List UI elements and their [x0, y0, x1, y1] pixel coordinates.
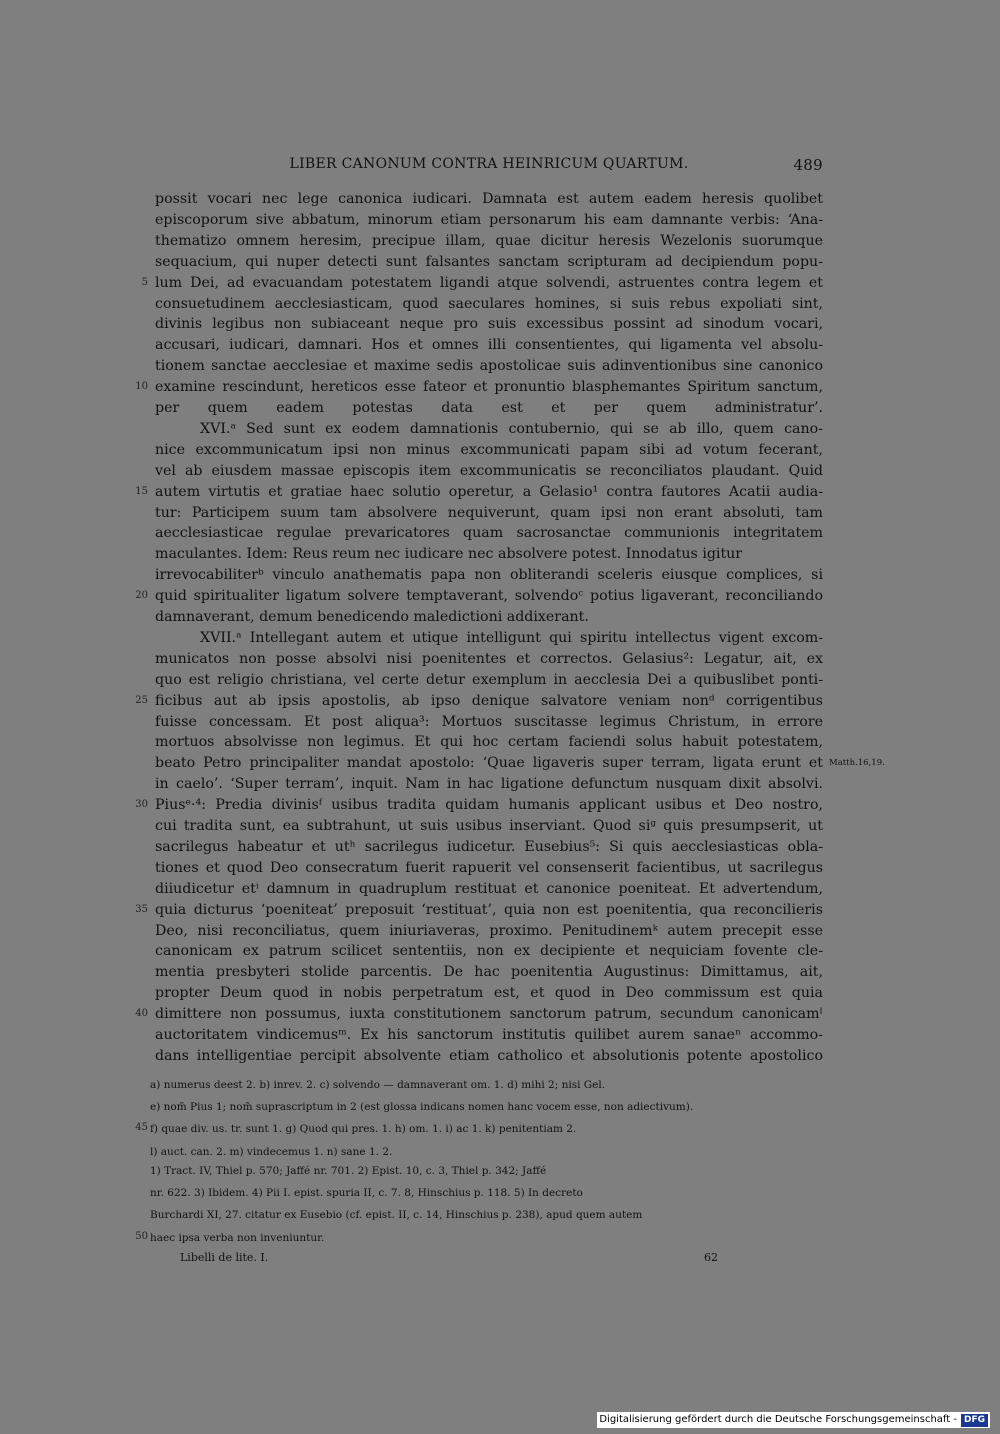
text-line: accusari, iudicari, damnari. Hos et omnes illi consentientes, qui ligamenta vel absolu-: [155, 337, 823, 354]
text-line: mentia presbyteri stolide parcentis. De hac poenitentia Augustinus: Dimittamus, ait,: [155, 964, 823, 981]
text-line: quia dicturus ‘poeniteat’ preposuit ‘restituat’, quia non est poenitentia, qua reconcilieris: [155, 901, 823, 918]
line-number: 10: [135, 381, 148, 393]
line-number: 45: [135, 1122, 148, 1134]
note-line: haec ipsa verba non inveniuntur.: [150, 1231, 325, 1244]
note-line: l) auct. can. 2. m) vindecemus 1. n) sane 1. 2.: [150, 1145, 393, 1158]
note-line: f) quae div. us. tr. sunt 1. g) Quod qui pres. 1. h) om. 1. i) ac 1. k) penitentiam 2.: [150, 1123, 577, 1136]
text-line: possit vocari nec lege canonica iudicari. Damnata est autem eadem heresis quolibet: [155, 191, 823, 207]
text-line: fuisse concessam. Et post aliqua³: Mortuos suscitasse legimus Christum, in errore: [155, 713, 823, 730]
text-line: sequacium, qui nuper detecti sunt falsantes sanctam scripturam ad decipiendum popu-: [155, 253, 823, 270]
note-line: a) numerus deest 2. b) inrev. 2. c) solvendo — damnaverant om. 1. d) mihi 2; nisi Gel.: [150, 1079, 606, 1091]
line-number: 15: [135, 485, 148, 497]
line-number: 35: [135, 903, 148, 915]
note-line: 1) Tract. IV, Thiel p. 570; Jaffé nr. 701. 2) Epist. 10, c. 3, Thiel p. 342; Jaffé: [150, 1165, 547, 1177]
text-line: aecclesiasticae regulae prevaricatores quam sacrosanctae communionis integritatem: [155, 525, 823, 542]
text-line: canonicam ex patrum scilicet sententiis, non ex decipiente et nequiciam fovente cle-: [155, 943, 823, 960]
text-line: divinis legibus non subiaceant neque pro suis excessibus possint ad sinodum vocari,: [155, 316, 823, 333]
text-line: thematizo omnem heresim, precipue illam, quae dicitur heresis Wezelonis suorumque: [155, 232, 823, 249]
line-number: 30: [135, 799, 148, 811]
text-line: tionem sanctae aecclesiae et maxime sedis apostolicae suis adinventionibus sine canonico: [155, 358, 823, 375]
text-line: consuetudinem aecclesiasticam, quod saeculares homines, si suis rebus expoliati sint,: [155, 295, 823, 312]
text-line: propter Deum quod in nobis perpetratum est, et quod in Deo commissum est quia: [155, 985, 823, 1002]
text-line: municatos non posse absolvi nisi poenitentes et correctos. Gelasius²: Legatur, ait, ex: [155, 650, 823, 667]
credit-text: Digitalisierung gefördert durch die Deutsche Forschungsgemeinschaft -: [599, 1414, 957, 1425]
text-line: ficibus aut ab ipsis apostolis, ab ipso denique salvatore veniam nonᵈ corrigentibus: [155, 692, 823, 709]
text-line: dimittere non possumus, iuxta constitutionem sanctorum patrum, secundum canonicamˡ: [155, 1006, 823, 1023]
text-line: auctoritatem vindicemusᵐ. Ex his sanctorum institutis quilibet aurem sanaeⁿ accommo-: [155, 1027, 823, 1043]
line-number: 25: [135, 694, 148, 706]
text-line: damnaverant, demum benedicendo maledictioni addixerant.: [155, 609, 589, 625]
text-line: sacrilegus habeatur et utʰ sacrilegus iudicetur. Eusebius⁵: Si quis aecclesiasticas obla-: [155, 838, 823, 855]
text-line: quo est religio christiana, vel certe detur exemplum in aecclesia Dei a quibuslibet ponti-: [155, 671, 823, 688]
footer-label: Libelli de lite. I.: [180, 1251, 269, 1264]
text-line: XVII.ᵃ Intellegant autem et utique intelligunt qui spiritu intellectus vigent excom-: [200, 629, 823, 646]
running-header: [155, 156, 823, 178]
text-line: beato Petro principaliter mandat apostolo: ‘Quae ligaveris super terram, ligata erunt et: [155, 755, 823, 772]
note-line: nr. 622. 3) Ibidem. 4) Pii I. epist. spuria II, c. 7. 8, Hinschius p. 118. 5) In decreto: [150, 1187, 583, 1200]
digitization-credit: [597, 1412, 990, 1428]
text-line: diiudicetur etⁱ damnum in quadruplum restituat et canonice poeniteat. Et advertendum,: [155, 880, 823, 897]
line-number: 5: [141, 276, 148, 288]
text-line: tur: Participem suum tam absolvere nequiverunt, quam ipsi non erant absoluti, tam: [155, 504, 823, 521]
text-line: tiones et quod Deo consecratum fuerit rapuerit vel consenserit facientibus, ut sacrilegus: [155, 859, 823, 876]
signature-mark: 62: [704, 1251, 718, 1264]
margin-reference: Matth.16,19.: [829, 758, 885, 769]
text-line: quid spiritualiter ligatum solvere temptaverant, solvendoᶜ potius ligaverant, reconciliando: [155, 588, 823, 605]
running-title: LIBER CANONUM CONTRA HEINRICUM QUARTUM.: [289, 156, 689, 172]
text-line: lum Dei, ad evacuandam potestatem ligandi atque solvendi, astruentes contra legem et: [155, 274, 823, 291]
text-line: irrevocabiliterᵇ vinculo anathematis papa non obliterandi sceleris eiusque complices, si: [155, 567, 823, 584]
text-line: vel ab eiusdem massae episcopis item excommunicatis se reconciliatos plaudant. Quid: [155, 462, 823, 479]
note-line: Burchardi XI, 27. citatur ex Eusebio (cf. epist. II, c. 14, Hinschius p. 238), apud quem autem: [150, 1209, 643, 1222]
line-number: 40: [135, 1008, 148, 1020]
line-number: 20: [135, 590, 148, 602]
text-line: mortuos absolvisse non legimus. Et qui hoc certam faciendi solus habuit potestatem,: [155, 734, 823, 751]
text-line: XVI.ᵃ Sed sunt ex eodem damnationis contubernio, qui se ab illo, quem cano-: [200, 420, 823, 437]
note-line: e) nom̃ Pius 1; nom̃ suprascriptum in 2 (est glossa indicans nomen hanc vocem esse, non adiectivum).: [150, 1101, 694, 1114]
text-line: cui tradita sunt, ea subtrahunt, ut suis usibus inserviant. Quod siᵍ quis presumpserit, ut: [155, 818, 823, 834]
text-line: per quem eadem potestas data est et per quem administratur’.: [155, 400, 823, 416]
line-number: 50: [135, 1230, 148, 1242]
text-line: in caelo’. ‘Super terram’, inquit. Nam in hac ligatione defunctum nusquam dixit absolvi.: [155, 776, 823, 793]
text-line: Deo, nisi reconciliatus, quem iniuriaveras, proximo. Penitudinemᵏ autem precepit esse: [155, 922, 823, 939]
dfg-logo: DFG: [961, 1414, 988, 1427]
text-line: examine rescindunt, hereticos esse fateor et pronuntio blasphemantes Spiritum sanctum,: [155, 379, 823, 396]
text-line: Piusᵉ·⁴: Predia divinisᶠ usibus tradita quidam humanis applicant usibus et Deo nostro,: [155, 797, 823, 814]
text-line: episcoporum sive abbatum, minorum etiam personarum his eam damnante verbis: ‘Ana-: [155, 211, 823, 228]
text-line: dans intelligentiae percipit absolvente etiam catholico et absolutionis potente apostolico: [155, 1047, 823, 1064]
text-line: nice excommunicatum ipsi non minus excommunicati papam sibi ad votum fecerant,: [155, 441, 823, 458]
page-number: 489: [793, 156, 823, 174]
text-line: maculantes. Idem: Reus reum nec iudicare nec absolvere potest. Innodatus igitur: [155, 546, 743, 563]
text-line: autem virtutis et gratiae haec solutio operetur, a Gelasio¹ contra fautores Acatii audia-: [155, 483, 823, 500]
